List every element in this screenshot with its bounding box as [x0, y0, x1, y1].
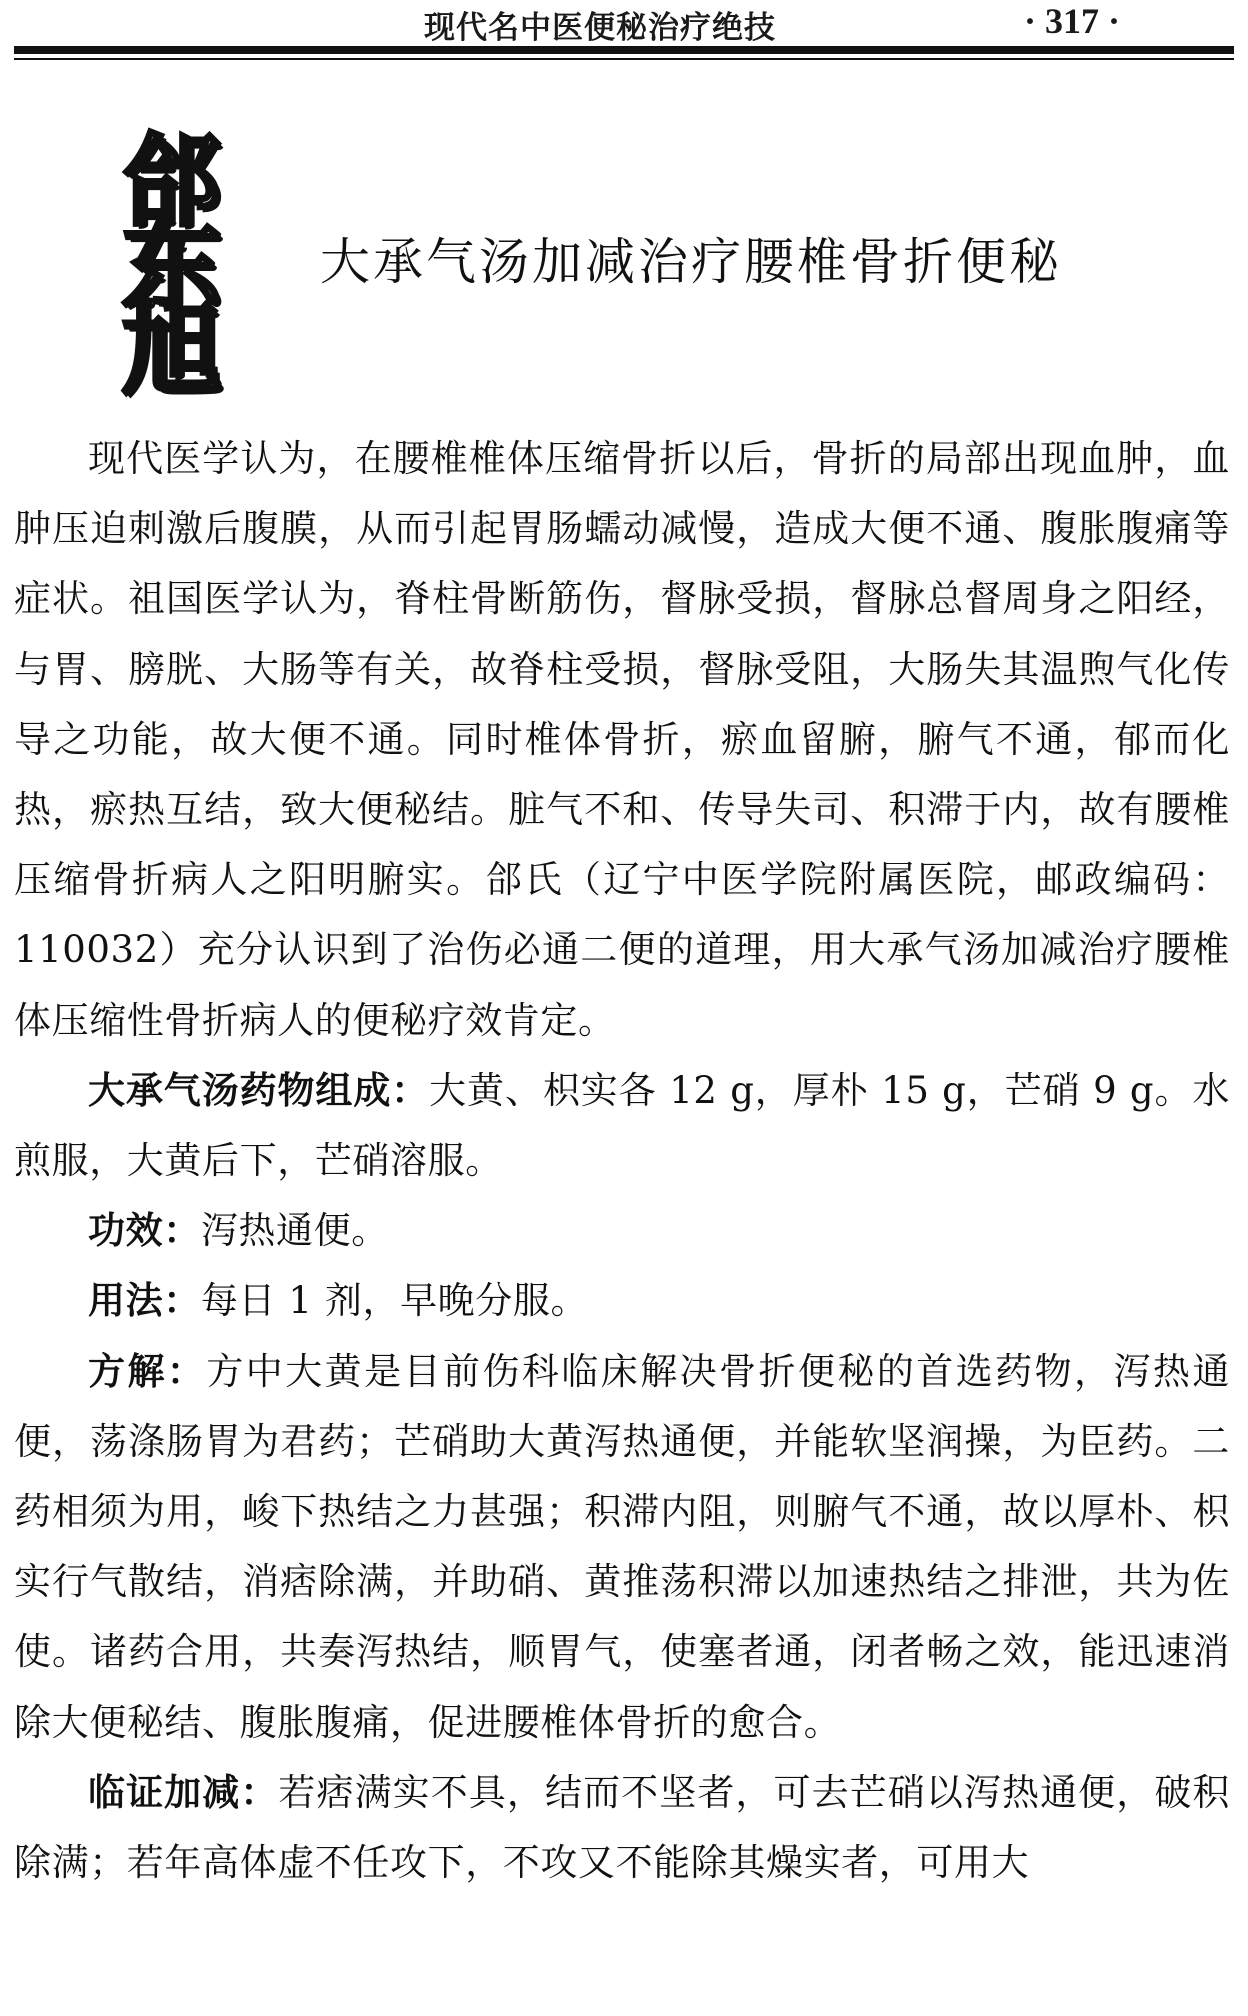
paragraph-composition [14, 1056, 1230, 1196]
paragraph-explanation [14, 1337, 1230, 1758]
page-header [14, 0, 1234, 50]
paragraph-label: 功效： [88, 1209, 201, 1253]
paragraph-efficacy [14, 1196, 1230, 1266]
paragraph-label: 用法： [88, 1279, 201, 1323]
paragraph-intro [14, 424, 1230, 1056]
author-char: 东 [122, 207, 222, 324]
page-number: · 317 · [1024, 1, 1121, 41]
author-char: 郃 [122, 123, 222, 240]
article-body [14, 424, 1230, 1898]
author-name [112, 123, 232, 408]
paragraph-usage [14, 1266, 1230, 1336]
author-char: 旭 [122, 291, 222, 408]
article-title: 大承气汤加减治疗腰椎骨折便秘 [320, 233, 1062, 291]
paragraph-label: 方解： [88, 1349, 207, 1393]
header-rule-thick [14, 46, 1234, 54]
paragraph-label: 临证加减： [88, 1770, 279, 1814]
paragraph-text: 方中大黄是目前伤科临床解决骨折便秘的首选药物，泻热通便，荡涤肠胃为君药；芒硝助大黄泻热通便，并能软坚润操，为臣药。二药相须为用，峻下热结之力甚强；积滞内阻，则腑气不通，故以厚朴、枳实行气散结，消痞除满，并助硝、黄推荡积滞以加速热结之排泄，共为佐使。诸药合用，共奏泻热结，顺胃气，使塞者通，闭者畅之效，能迅速消除大便秘结、腹胀腹痛，促进腰椎体骨折的愈合。 [14, 1349, 1230, 1744]
paragraph-text: 泻热通便。 [200, 1209, 389, 1253]
header-rule-thin [14, 58, 1234, 60]
paragraph-text: 现代医学认为，在腰椎椎体压缩骨折以后，骨折的局部出现血肿，血肿压迫刺激后腹膜，从而引起胃肠蠕动减慢，造成大便不通、腹胀腹痛等症状。祖国医学认为，脊柱骨断筋伤，督脉受损，督脉总督周身之阳经，与胃、膀胱、大肠等有关，故脊柱受损，督脉受阻，大肠失其温煦气化传导之功能，故大便不通。同时椎体骨折，瘀血留腑，腑气不通，郁而化热，瘀热互结，致大便秘结。脏气不和、传导失司、积滞于内，故有腰椎压缩骨折病人之阳明腑实。郃氏（辽宁中医学院附属医院，邮政编码：110032）充分认识到了治伤必通二便的道理，用大承气汤加减治疗腰椎体压缩性骨折病人的便秘疗效肯定。 [14, 437, 1230, 1042]
paragraph-modification [14, 1758, 1230, 1898]
paragraph-text: 每日 1 剂，早晚分服。 [200, 1279, 589, 1323]
paragraph-text: 大黄、枳实各 12 g，厚朴 15 g，芒硝 9 g。水煎服，大黄后下，芒硝溶服。 [14, 1068, 1231, 1183]
paragraph-text: 若痞满实不具，结而不坚者，可去芒硝以泻热通便，破积除满；若年高体虚不任攻下，不攻又不能除其燥实者，可用大 [14, 1770, 1231, 1885]
paragraph-label: 大承气汤药物组成： [88, 1068, 430, 1112]
running-title: 现代名中医便秘治疗绝技 [424, 10, 776, 46]
